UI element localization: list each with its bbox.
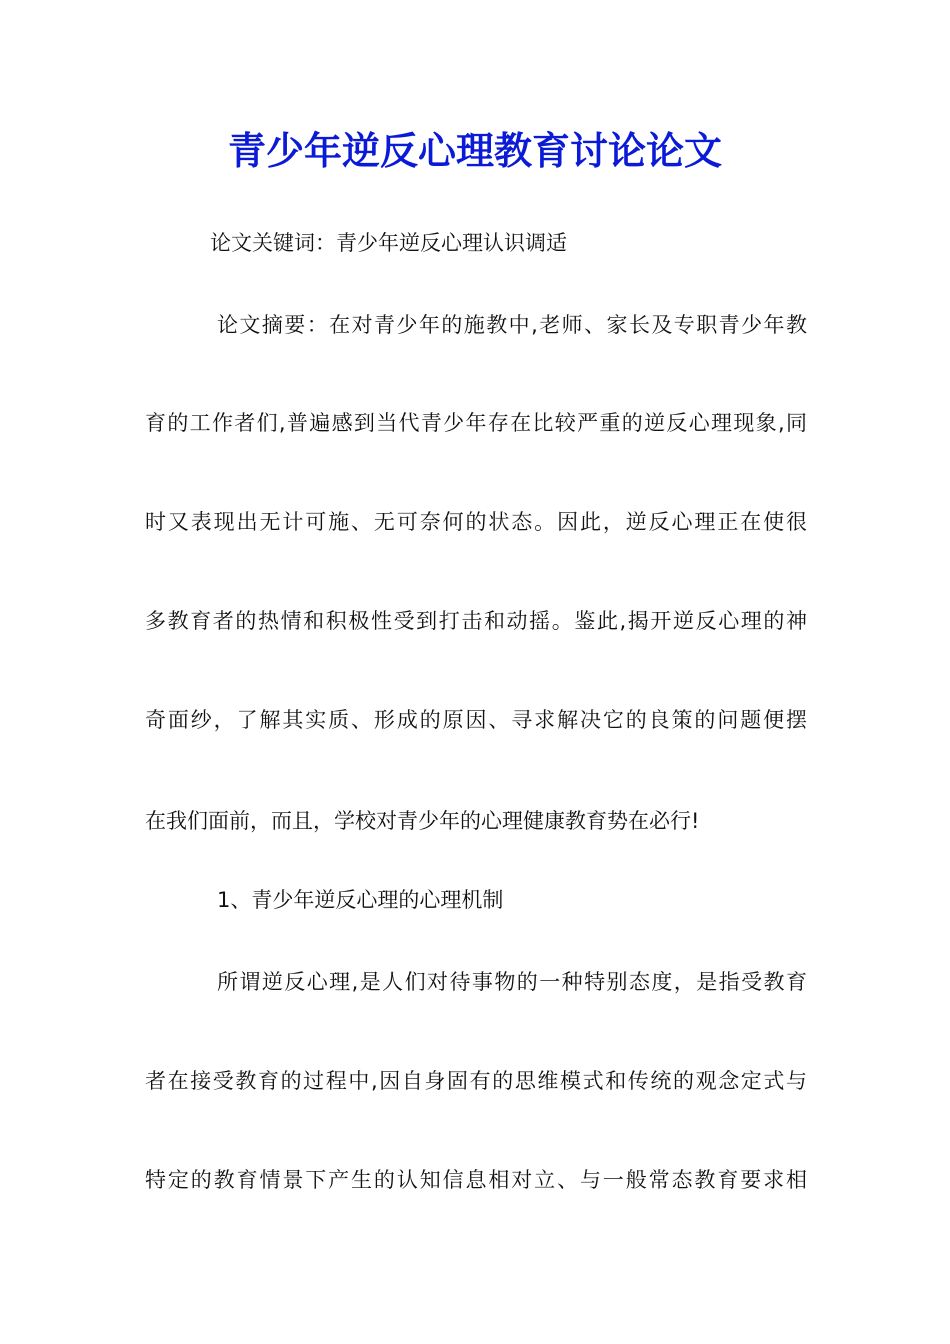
abstract-line: 论文摘要：在对青少年的施教中,老师、家长及专职青少年教 (217, 313, 807, 337)
body-line: 者在接受教育的过程中,因自身固有的思维模式和传统的观念定式与 (145, 1069, 807, 1093)
body-line: 特定的教育情景下产生的认知信息相对立、与一般常态教育要求相 (145, 1168, 807, 1192)
abstract-line: 奇面纱，了解其实质、形成的原因、寻求解决它的良策的问题便摆 (145, 708, 807, 732)
abstract-line: 在我们面前，而且，学校对青少年的心理健康教育势在必行! (145, 809, 700, 833)
keywords-line: 论文关键词：青少年逆反心理认识调适 (210, 231, 567, 255)
section-heading: 1、青少年逆反心理的心理机制 (217, 888, 504, 912)
abstract-line: 时又表现出无计可施、无可奈何的状态。因此，逆反心理正在使很 (145, 510, 807, 534)
body-line: 所谓逆反心理,是人们对待事物的一种特别态度，是指受教育 (217, 970, 807, 994)
abstract-line: 育的工作者们,普遍感到当代青少年存在比较严重的逆反心理现象,同 (145, 411, 807, 435)
abstract-line: 多教育者的热情和积极性受到打击和动摇。鉴此,揭开逆反心理的神 (145, 609, 807, 633)
document-title: 青少年逆反心理教育讨论论文 (227, 128, 722, 173)
